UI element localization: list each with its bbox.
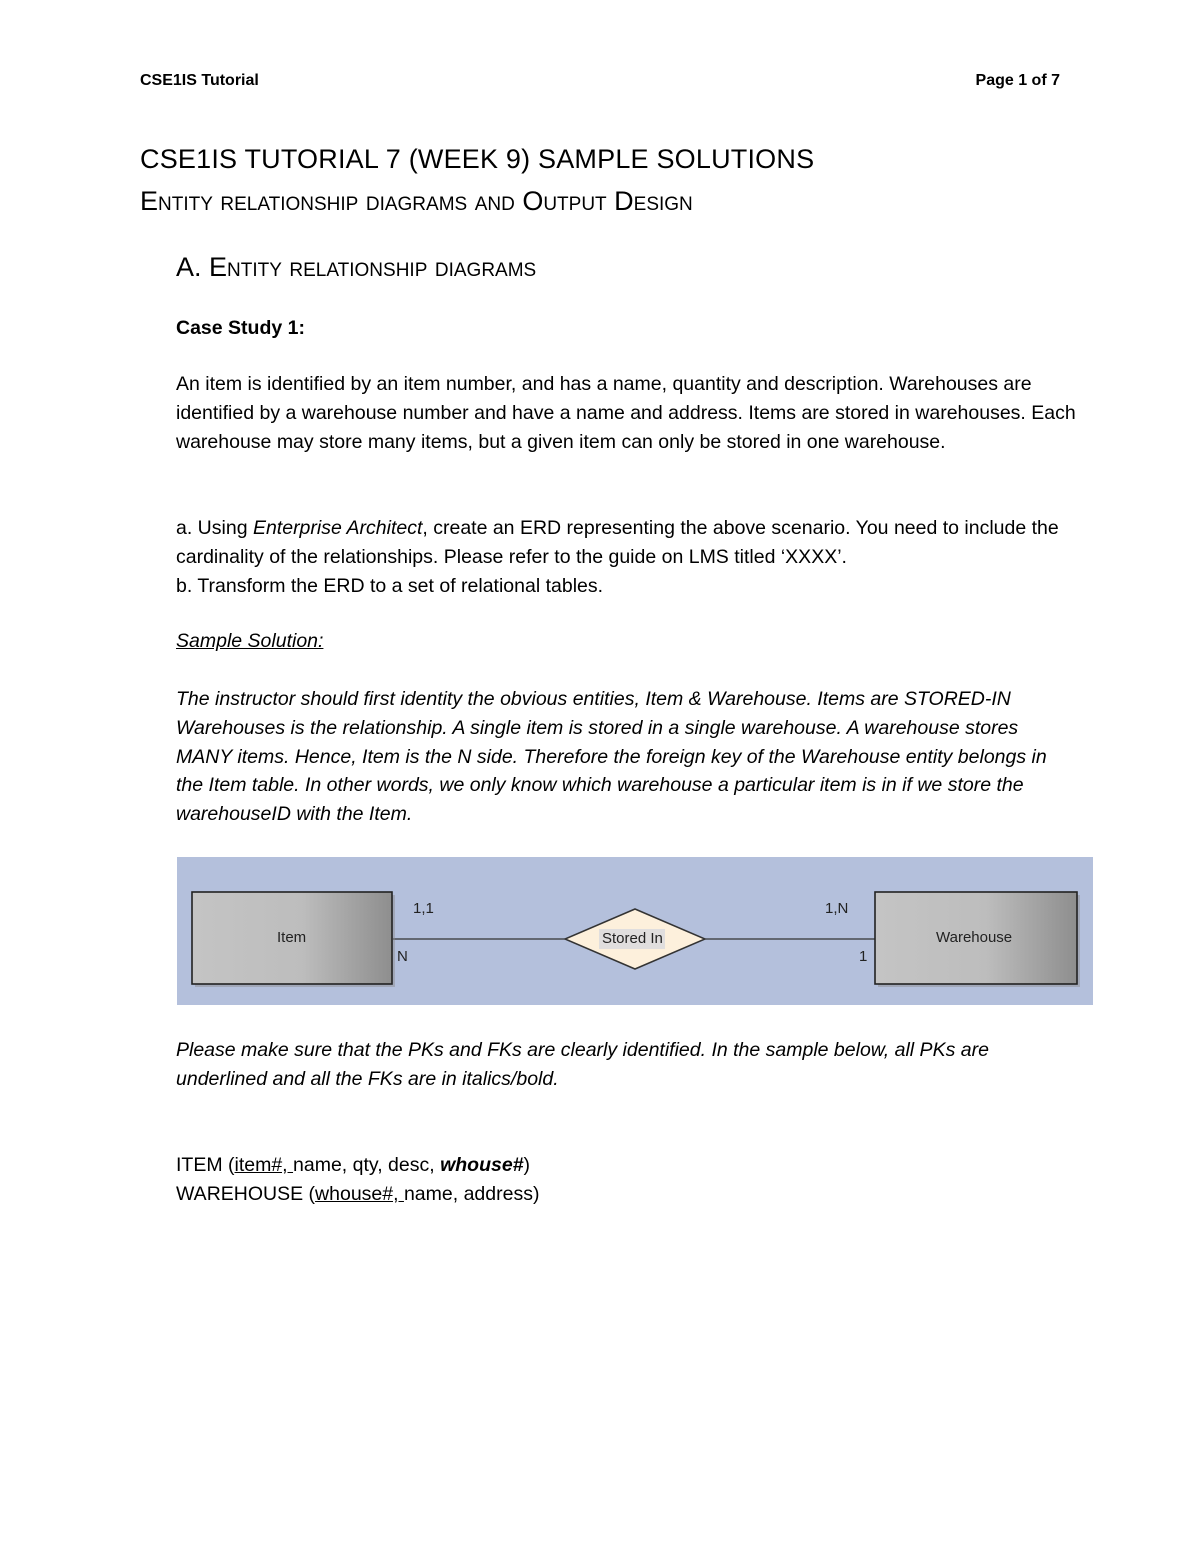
- page-subtitle: Entity relationship diagrams and Output Design: [140, 186, 693, 216]
- relation-item-close: ): [523, 1154, 531, 1176]
- page-title: CSE1IS TUTORIAL 7 (WEEK 9) SAMPLE SOLUTIONS: [140, 144, 815, 174]
- relation-item-pk: item#,: [234, 1154, 294, 1176]
- relation-item-fk: whouse#: [440, 1154, 524, 1176]
- task-a-tool: Enterprise Architect: [252, 517, 423, 539]
- erd-entity-item-label: Item: [277, 929, 307, 946]
- pk-fk-note: Please make sure that the PKs and FKs are clearly identified. In the sample below, all PKs are underlined and all the FKs are in italics/bold.: [176, 1039, 989, 1090]
- erd-cardinality-right-top: 1,N: [825, 900, 849, 917]
- case-study-heading: Case Study 1:: [176, 317, 305, 339]
- relation-warehouse-attrs: name, address): [403, 1183, 540, 1205]
- task-a-prefix: a. Using: [176, 517, 253, 539]
- erd-entity-warehouse-label: Warehouse: [936, 929, 1013, 946]
- relation-item-name: ITEM (: [176, 1154, 235, 1176]
- relation-warehouse-pk: whouse#,: [315, 1183, 404, 1205]
- header-course: CSE1IS Tutorial: [140, 72, 259, 89]
- erd-relationship-label: Stored In: [602, 930, 663, 947]
- solution-text: The instructor should first identity the obvious entities, Item & Warehouse. Items are STORED-IN Warehouses is the relationship. A single item is stored in a single warehouse. A warehouse stores MANY items. Hence, Item is the N side. Therefore the foreign key of the Warehouse entity belongs in the Item table. In other words, we only know which warehouse a particular item is in if we store the warehouseID with the Item.: [176, 688, 1047, 826]
- header-page-number: Page 1 of 7: [975, 72, 1060, 89]
- relation-warehouse-name: WAREHOUSE (: [176, 1183, 316, 1205]
- relation-item-attrs: name, qty, desc,: [293, 1154, 441, 1176]
- erd-diagram: [177, 857, 1093, 1005]
- section-heading-a: A. Entity relationship diagrams: [176, 252, 537, 282]
- task-list: [176, 514, 1076, 600]
- task-b: b. Transform the ERD to a set of relational tables.: [176, 574, 604, 597]
- erd-cardinality-left-top: 1,1: [413, 900, 434, 917]
- relation-item: [176, 1151, 1076, 1180]
- task-a-suffix: , create an ERD representing the above scenario. You need to include the cardinality of the relationships. Please refer to the guide on LMS titled ‘XXXX’.: [176, 517, 1059, 568]
- erd-cardinality-left-bottom: N: [397, 948, 408, 965]
- relation-warehouse: [176, 1180, 1076, 1209]
- erd-cardinality-right-bottom: 1: [859, 948, 868, 965]
- sample-solution-label: Sample Solution:: [176, 630, 324, 652]
- case-study-text: An item is identified by an item number, and has a name, quantity and description. Warehouses are identified by a warehouse number and have a name and address. Items are stored in warehouses. Each warehouse may store many items, but a given item can only be stored in one warehouse.: [176, 373, 1076, 453]
